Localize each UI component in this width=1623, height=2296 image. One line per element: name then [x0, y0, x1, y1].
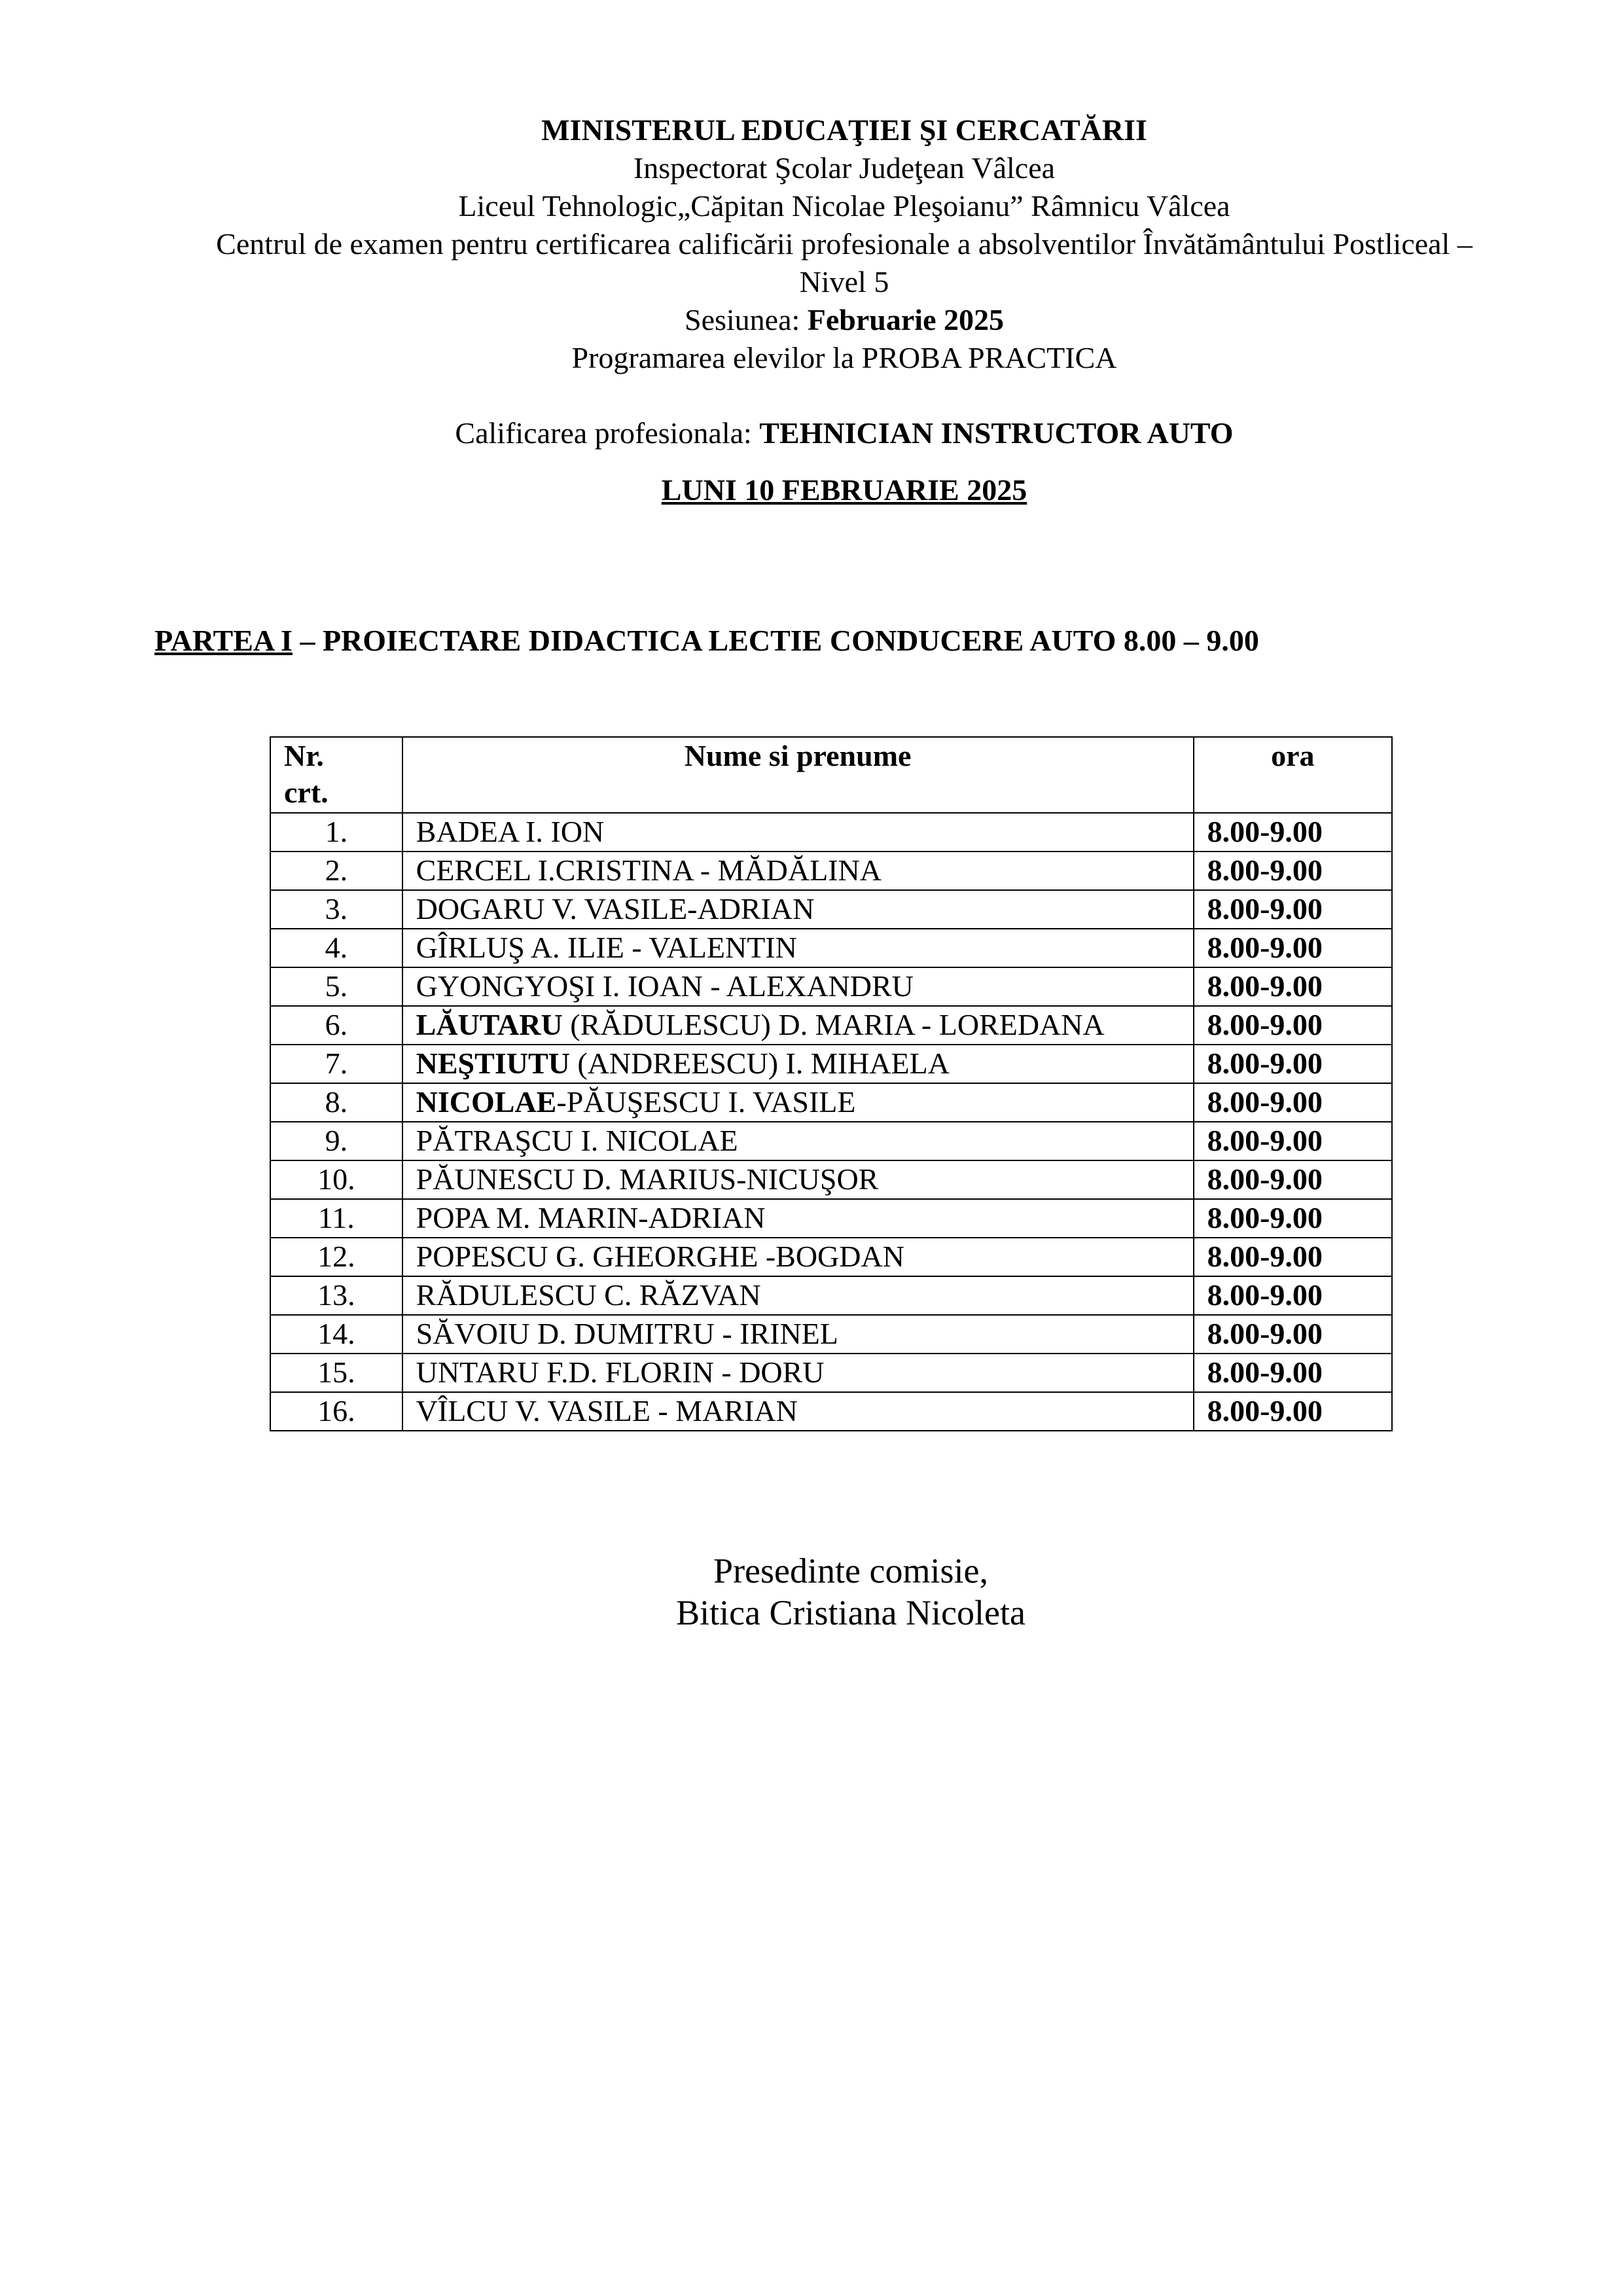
student-name-text: SĂVOIU D. DUMITRU - IRINEL [416, 1317, 838, 1350]
student-name-text: GÎRLUŞ A. ILIE - VALENTIN [416, 931, 797, 964]
time-slot: 8.00-9.00 [1194, 1199, 1392, 1238]
part-label: PARTEA I [154, 624, 293, 657]
document-header [151, 111, 1538, 377]
table-row [270, 929, 1392, 967]
student-name [402, 1083, 1194, 1122]
time-slot: 8.00-9.00 [1194, 1006, 1392, 1045]
student-name-text: -PĂUŞESCU I. VASILE [556, 1085, 856, 1119]
table-row [270, 1160, 1392, 1199]
exam-center-line: Centrul de examen pentru certificarea calificării profesionale a absolventilor Învătământului Postliceal – [216, 227, 1472, 260]
row-number: 10. [270, 1160, 402, 1199]
time-slot: 8.00-9.00 [1194, 1045, 1392, 1083]
qualification-value: TEHNICIAN INSTRUCTOR AUTO [759, 416, 1234, 450]
time-slot: 8.00-9.00 [1194, 967, 1392, 1006]
student-name [402, 1354, 1194, 1392]
signature-name: Bitica Cristiana Nicoleta [676, 1593, 1026, 1632]
student-name-text: POPA M. MARIN-ADRIAN [416, 1201, 766, 1234]
student-name [402, 1238, 1194, 1276]
qualification-line [151, 414, 1538, 452]
programming-line: Programarea elevilor la PROBA PRACTICA [571, 341, 1117, 374]
table-row [270, 1392, 1392, 1431]
table-header-row [270, 737, 1392, 813]
time-slot: 8.00-9.00 [1194, 852, 1392, 890]
row-number: 6. [270, 1006, 402, 1045]
session-value: Februarie 2025 [807, 303, 1004, 336]
time-slot: 8.00-9.00 [1194, 890, 1392, 929]
row-number: 14. [270, 1315, 402, 1354]
school-line: Liceul Tehnologic„Căpitan Nicolae Pleşoianu” Râmnicu Vâlcea [458, 189, 1230, 223]
row-number: 7. [270, 1045, 402, 1083]
level-line: Nivel 5 [799, 265, 889, 298]
exam-day: LUNI 10 FEBRUARIE 2025 [661, 473, 1027, 507]
row-number: 3. [270, 890, 402, 929]
time-slot: 8.00-9.00 [1194, 1083, 1392, 1122]
table-row [270, 1199, 1392, 1238]
student-name [402, 929, 1194, 967]
student-name-text: GYONGYOŞI I. IOAN - ALEXANDRU [416, 969, 914, 1003]
student-name-bold-part: LĂUTARU [416, 1008, 563, 1041]
student-name [402, 1006, 1194, 1045]
student-name [402, 1122, 1194, 1160]
signature-block [589, 1550, 1113, 1634]
table-row [270, 1122, 1392, 1160]
signature-title: Presedinte comisie, [713, 1551, 988, 1590]
student-name [402, 1276, 1194, 1315]
student-name-text: (RĂDULESCU) D. MARIA - LOREDANA [562, 1008, 1105, 1041]
header-nr [270, 737, 402, 813]
table-row [270, 1276, 1392, 1315]
student-name-text: VÎLCU V. VASILE - MARIAN [416, 1394, 798, 1427]
time-slot: 8.00-9.00 [1194, 929, 1392, 967]
student-name-text: PĂTRAŞCU I. NICOLAE [416, 1124, 738, 1157]
time-slot: 8.00-9.00 [1194, 1315, 1392, 1354]
student-name-text: BADEA I. ION [416, 815, 605, 848]
session-line [151, 301, 1538, 339]
time-slot: 8.00-9.00 [1194, 1392, 1392, 1431]
row-number: 4. [270, 929, 402, 967]
session-label: Sesiunea: [684, 303, 808, 336]
row-number: 13. [270, 1276, 402, 1315]
header-name: Nume si prenume [402, 737, 1194, 813]
row-number: 15. [270, 1354, 402, 1392]
student-name-bold-part: NEŞTIUTU [416, 1047, 570, 1080]
student-name-text: UNTARU F.D. FLORIN - DORU [416, 1355, 825, 1389]
student-name [402, 852, 1194, 890]
inspectorate-line: Inspectorat Şcolar Judeţean Vâlcea [633, 151, 1056, 185]
row-number: 12. [270, 1238, 402, 1276]
table-row [270, 1354, 1392, 1392]
student-name-text: (ANDREESCU) I. MIHAELA [569, 1047, 950, 1080]
time-slot: 8.00-9.00 [1194, 813, 1392, 852]
row-number: 8. [270, 1083, 402, 1122]
qualification-label: Calificarea profesionala: [455, 416, 760, 450]
table-row [270, 967, 1392, 1006]
row-number: 16. [270, 1392, 402, 1431]
table-row [270, 813, 1392, 852]
time-slot: 8.00-9.00 [1194, 1122, 1392, 1160]
table-row [270, 852, 1392, 890]
row-number: 5. [270, 967, 402, 1006]
student-name [402, 967, 1194, 1006]
student-name-text: DOGARU V. VASILE-ADRIAN [416, 892, 815, 925]
part-title: – PROIECTARE DIDACTICA LECTIE CONDUCERE AUTO 8.00 – 9.00 [292, 624, 1259, 657]
header-ora: ora [1194, 737, 1392, 813]
table-row [270, 1045, 1392, 1083]
student-name-text: RĂDULESCU C. RĂZVAN [416, 1278, 761, 1312]
row-number: 9. [270, 1122, 402, 1160]
table-row [270, 1238, 1392, 1276]
row-number: 2. [270, 852, 402, 890]
ministry-title: MINISTERUL EDUCAŢIEI ŞI CERCATĂRII [541, 113, 1147, 147]
student-name-text: POPESCU G. GHEORGHE -BOGDAN [416, 1240, 904, 1273]
time-slot: 8.00-9.00 [1194, 1276, 1392, 1315]
row-number: 1. [270, 813, 402, 852]
student-name [402, 890, 1194, 929]
student-name [402, 1160, 1194, 1199]
table-row [270, 1006, 1392, 1045]
part-heading [154, 622, 1529, 660]
table-row [270, 1083, 1392, 1122]
time-slot: 8.00-9.00 [1194, 1354, 1392, 1392]
time-slot: 8.00-9.00 [1194, 1238, 1392, 1276]
table-row [270, 890, 1392, 929]
student-name [402, 1199, 1194, 1238]
student-name [402, 1045, 1194, 1083]
row-number: 11. [270, 1199, 402, 1238]
student-name-text: PĂUNESCU D. MARIUS-NICUŞOR [416, 1162, 879, 1196]
table-row [270, 1315, 1392, 1354]
time-slot: 8.00-9.00 [1194, 1160, 1392, 1199]
student-name [402, 1315, 1194, 1354]
student-name [402, 813, 1194, 852]
student-name-bold-part: NICOLAE [416, 1085, 557, 1119]
header-nr-text: Nr. crt. [284, 739, 329, 809]
student-name [402, 1392, 1194, 1431]
schedule-table [270, 736, 1393, 1431]
student-name-text: CERCEL I.CRISTINA - MĂDĂLINA [416, 853, 882, 887]
